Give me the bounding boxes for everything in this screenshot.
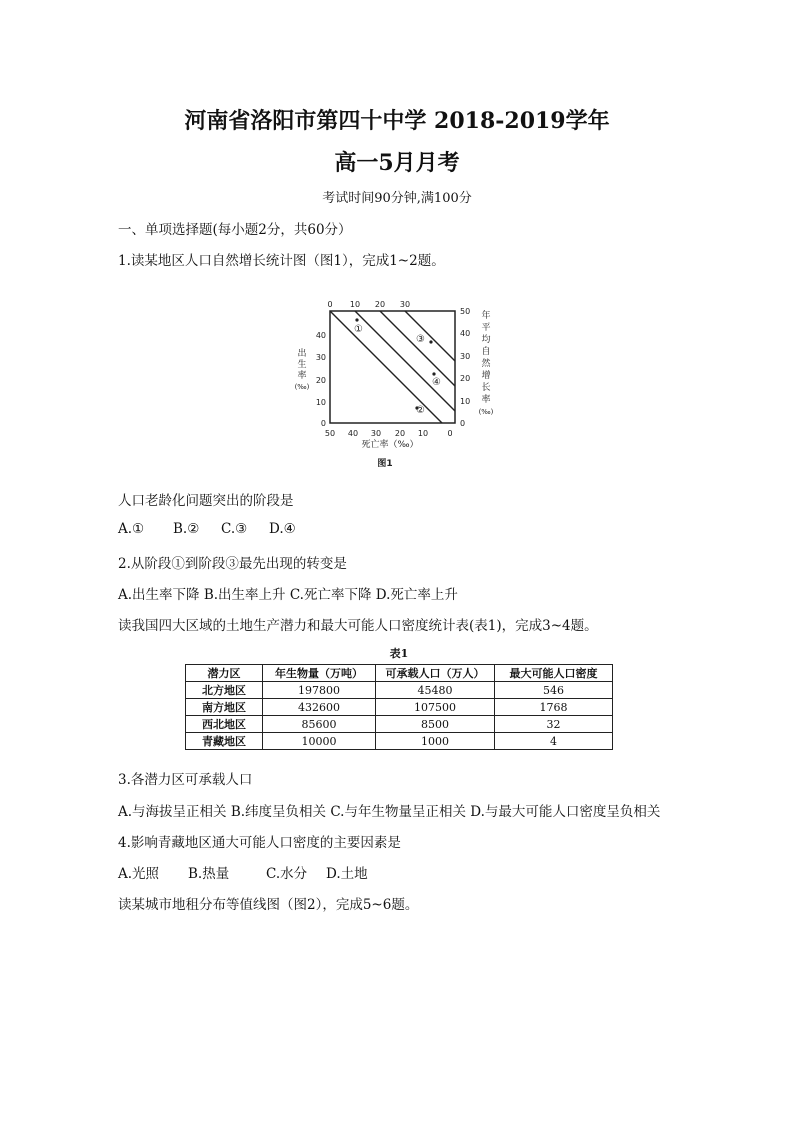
table-cell: 4 — [495, 733, 613, 750]
left-tick: 10 — [315, 398, 326, 407]
option-a[interactable]: A.光照 — [118, 866, 160, 882]
table-header-row — [186, 665, 613, 682]
bottom-tick: 30 — [370, 429, 382, 438]
table-row — [186, 682, 613, 699]
document-title: 河南省洛阳市第四十中学 2018-2019学年 — [184, 108, 610, 134]
left-axis-label — [295, 347, 310, 391]
table-header: 可承载人口（万人） — [376, 665, 495, 682]
axis-label-char: 率 — [297, 371, 307, 381]
right-tick: 20 — [460, 374, 471, 383]
table-cell: 南方地区 — [186, 699, 263, 716]
axis-label-char: 增 — [481, 371, 491, 381]
axis-label-char: 生 — [297, 360, 307, 370]
question-1-stem: 人口老龄化问题突出的阶段是 — [118, 493, 294, 509]
top-tick: 30 — [399, 300, 411, 309]
table-caption: 表1 — [389, 647, 409, 660]
table-cell: 32 — [495, 716, 613, 733]
bottom-tick: 20 — [394, 429, 406, 438]
stage-point — [429, 340, 432, 343]
question-2-stem: 2.从阶段①到阶段③最先出现的转变是 — [118, 556, 347, 572]
table-row — [186, 733, 613, 750]
option-d[interactable]: D.土地 — [326, 866, 368, 882]
isoline-10 — [355, 311, 455, 411]
stage-labels — [354, 324, 441, 416]
population-growth-chart — [290, 296, 500, 471]
table-cell: 西北地区 — [186, 716, 263, 733]
bottom-axis-label: 死亡率（‰） — [361, 440, 419, 450]
axis-label-char: 均 — [481, 335, 491, 345]
right-ticks — [460, 307, 470, 428]
stage-point — [355, 318, 358, 321]
option-c[interactable]: C.③ — [221, 521, 248, 537]
stage-label: ④ — [432, 377, 441, 388]
right-tick: 30 — [460, 352, 471, 361]
top-tick: 20 — [374, 300, 386, 309]
table-cell: 青藏地区 — [186, 733, 263, 750]
question-5-intro: 读某城市地租分布等值线图（图2），完成5~6题。 — [118, 897, 419, 913]
table-cell: 1768 — [495, 699, 613, 716]
table-row — [186, 699, 613, 716]
left-tick: 0 — [320, 419, 326, 428]
bottom-tick: 50 — [324, 429, 336, 438]
right-tick: 10 — [460, 397, 471, 406]
right-tick: 40 — [460, 329, 471, 338]
growth-isolines — [330, 311, 455, 423]
stage-label: ① — [354, 324, 363, 335]
question-3-intro: 读我国四大区域的土地生产潜力和最大可能人口密度统计表(表1)，完成3~4题。 — [118, 618, 598, 634]
left-ticks — [316, 331, 326, 428]
axis-label-char: 年 — [481, 311, 491, 321]
question-3-options[interactable]: A.与海拔呈正相关 B.纬度呈负相关 C.与年生物量呈正相关 D.与最大可能人口密度呈负相关 — [118, 804, 661, 820]
axis-label-char: 平 — [481, 323, 491, 333]
bottom-tick: 40 — [347, 429, 359, 438]
axis-label-char: (‰) — [294, 383, 310, 391]
exam-info: 考试时间90分钟,满100分 — [322, 191, 472, 206]
document-subtitle: 高一5月月考 — [334, 150, 460, 176]
right-tick: 50 — [460, 307, 471, 316]
bottom-ticks — [325, 429, 453, 438]
stage-label: ② — [416, 405, 425, 416]
table-header: 年生物量（万吨） — [263, 665, 376, 682]
axis-label-char: 出 — [297, 349, 307, 359]
top-tick: 0 — [327, 300, 333, 309]
left-tick: 20 — [315, 376, 326, 385]
stage-point — [432, 372, 435, 375]
table-header: 潜力区 — [186, 665, 263, 682]
table-cell: 45480 — [376, 682, 495, 699]
table-cell: 432600 — [263, 699, 376, 716]
table-row — [186, 716, 613, 733]
question-2-options[interactable]: A.出生率下降 B.出生率上升 C.死亡率下降 D.死亡率上升 — [118, 587, 458, 603]
section-heading: 一、单项选择题(每小题2分，共60分） — [118, 222, 352, 238]
left-tick: 40 — [315, 331, 326, 340]
table-cell: 197800 — [263, 682, 376, 699]
axis-label-char: 然 — [481, 359, 491, 369]
question-1-options — [118, 521, 296, 537]
bottom-tick: 10 — [417, 429, 429, 438]
figure-caption: 图1 — [377, 459, 393, 469]
table-1 — [185, 645, 613, 750]
table-cell: 北方地区 — [186, 682, 263, 699]
isoline-20 — [380, 311, 455, 386]
option-b[interactable]: B.热量 — [188, 866, 230, 882]
axis-label-char: 率 — [481, 395, 491, 405]
option-b[interactable]: B.② — [173, 521, 200, 537]
question-4-options — [118, 862, 368, 882]
left-tick: 30 — [315, 353, 326, 362]
table-cell: 8500 — [376, 716, 495, 733]
top-ticks — [327, 300, 410, 309]
table-cell: 107500 — [376, 699, 495, 716]
stage-points — [355, 318, 435, 409]
table-cell: 85600 — [263, 716, 376, 733]
option-c[interactable]: C.水分 — [266, 866, 308, 882]
table-cell: 1000 — [376, 733, 495, 750]
top-tick: 10 — [349, 300, 361, 309]
option-a[interactable]: A.① — [118, 521, 145, 537]
option-d[interactable]: D.④ — [269, 521, 296, 537]
table-header: 最大可能人口密度 — [495, 665, 613, 682]
axis-label-char: 自 — [481, 347, 491, 357]
land-potential-table — [185, 664, 613, 750]
axis-label-char: (‰) — [478, 408, 494, 416]
question-3-stem: 3.各潜力区可承载人口 — [118, 772, 253, 788]
isoline-0 — [330, 311, 442, 423]
table-cell: 546 — [495, 682, 613, 699]
question-1-intro: 1.读某地区人口自然增长统计图（图1），完成1~2题。 — [118, 253, 445, 269]
figure-1 — [290, 296, 500, 475]
isoline-30 — [405, 311, 455, 361]
stage-label: ③ — [416, 334, 425, 345]
right-tick: 0 — [460, 419, 466, 428]
axis-label-char: 长 — [481, 383, 491, 393]
bottom-tick: 0 — [447, 429, 453, 438]
question-4-stem: 4.影响青藏地区通大可能人口密度的主要因素是 — [118, 835, 401, 851]
right-axis-label — [479, 309, 494, 416]
table-cell: 10000 — [263, 733, 376, 750]
